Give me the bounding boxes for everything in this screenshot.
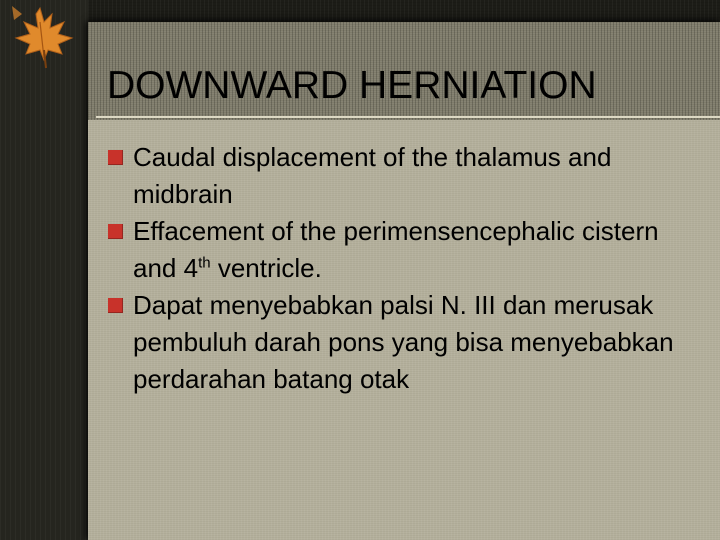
maple-leaf-icon	[0, 0, 88, 70]
bullet-list	[107, 139, 707, 398]
bullet-text-1: Caudal displacement of the thalamus and midbrain	[133, 142, 612, 209]
bullet-item-2	[107, 213, 707, 287]
slide-title: DOWNWARD HERNIATION	[107, 64, 597, 107]
square-bullet-icon	[108, 150, 123, 165]
title-divider	[96, 116, 720, 118]
bullet-text-3: Dapat menyebabkan palsi N. III dan merusak pembuluh darah pons yang bisa menyebabkan perdarahan batang otak	[133, 290, 674, 394]
bullet-item-1	[107, 139, 707, 213]
bullet-text-2-superscript: th	[198, 254, 211, 272]
bullet-text-2-start: Effacement of the perimensencephalic cistern and 4	[133, 216, 659, 283]
square-bullet-icon	[108, 298, 123, 313]
left-dark-band	[0, 0, 88, 540]
bullet-item-3	[107, 287, 707, 398]
bullet-text-2-end: ventricle.	[210, 253, 322, 283]
square-bullet-icon	[108, 224, 123, 239]
